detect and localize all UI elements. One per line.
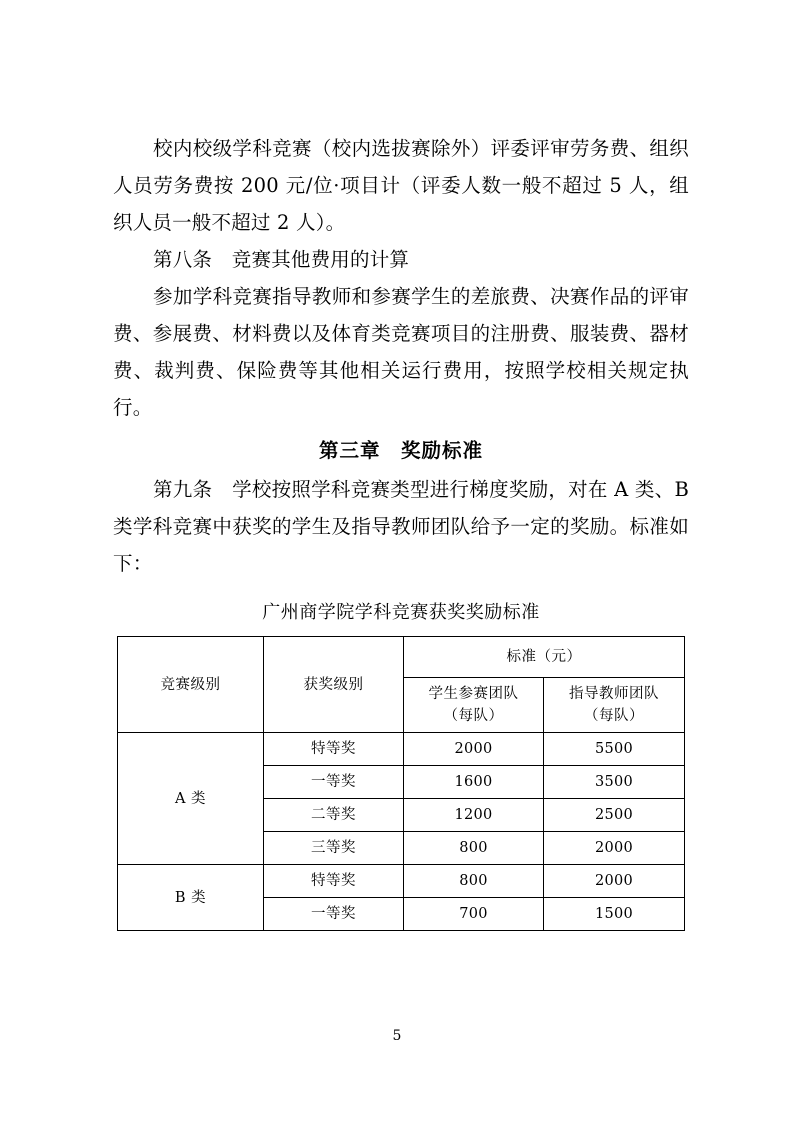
header-standard-group: 标准（元）	[404, 637, 685, 678]
paragraph-article8-body: 参加学科竞赛指导教师和参赛学生的差旅费、决赛作品的评审费、参展费、材料费以及体育类竞赛项目的注册费、服装费、器材费、裁判费、保险费等其他相关运行费用，按照学校相关规定执行。	[113, 285, 689, 419]
header-student-team-unit: （每队）	[443, 708, 504, 724]
header-level: 竞赛级别	[118, 637, 264, 733]
header-student-team	[404, 678, 544, 733]
header-student-team-label: 学生参赛团队	[428, 686, 519, 702]
award-level: 特等奖	[264, 733, 404, 766]
award-level: 特等奖	[264, 865, 404, 898]
header-teacher-team-label: 指导教师团队	[569, 686, 659, 702]
student-amount: 800	[404, 832, 544, 865]
teacher-amount: 2000	[544, 865, 685, 898]
teacher-amount: 1500	[544, 898, 685, 931]
award-standard-table	[117, 636, 685, 931]
paragraph-article9: 第九条 学校按照学科竞赛类型进行梯度奖励，对在 A 类、B 类学科竞赛中获奖的学生及指导教师团队给予一定的奖励。标准如下：	[113, 478, 689, 575]
chapter-heading: 第三章 奖励标准	[318, 439, 483, 462]
header-award: 获奖级别	[264, 637, 404, 733]
paragraph-article8-title: 第八条 竞赛其他费用的计算	[153, 248, 410, 271]
header-teacher-team-unit: （每队）	[584, 708, 644, 724]
page-number: 5	[392, 1028, 402, 1044]
table-row	[118, 865, 685, 898]
category-b: B 类	[118, 865, 264, 931]
student-amount: 700	[404, 898, 544, 931]
student-amount: 1600	[404, 766, 544, 799]
header-teacher-team	[544, 678, 685, 733]
paragraph-article7-fee: 校内校级学科竞赛（校内选拔赛除外）评委评审劳务费、组织人员劳务费按 200 元/位·项目计（评委人数一般不超过 5 人，组织人员一般不超过 2 人）。	[113, 137, 689, 234]
teacher-amount: 3500	[544, 766, 685, 799]
teacher-amount: 5500	[544, 733, 685, 766]
table-header-row-1	[118, 637, 685, 678]
award-level: 一等奖	[264, 766, 404, 799]
student-amount: 2000	[404, 733, 544, 766]
award-level: 一等奖	[264, 898, 404, 931]
teacher-amount: 2000	[544, 832, 685, 865]
table-title: 广州商学院学科竞赛获奖奖励标准	[262, 602, 540, 623]
table-row	[118, 733, 685, 766]
category-a: A 类	[118, 733, 264, 865]
student-amount: 1200	[404, 799, 544, 832]
award-level: 三等奖	[264, 832, 404, 865]
student-amount: 800	[404, 865, 544, 898]
teacher-amount: 2500	[544, 799, 685, 832]
award-level: 二等奖	[264, 799, 404, 832]
